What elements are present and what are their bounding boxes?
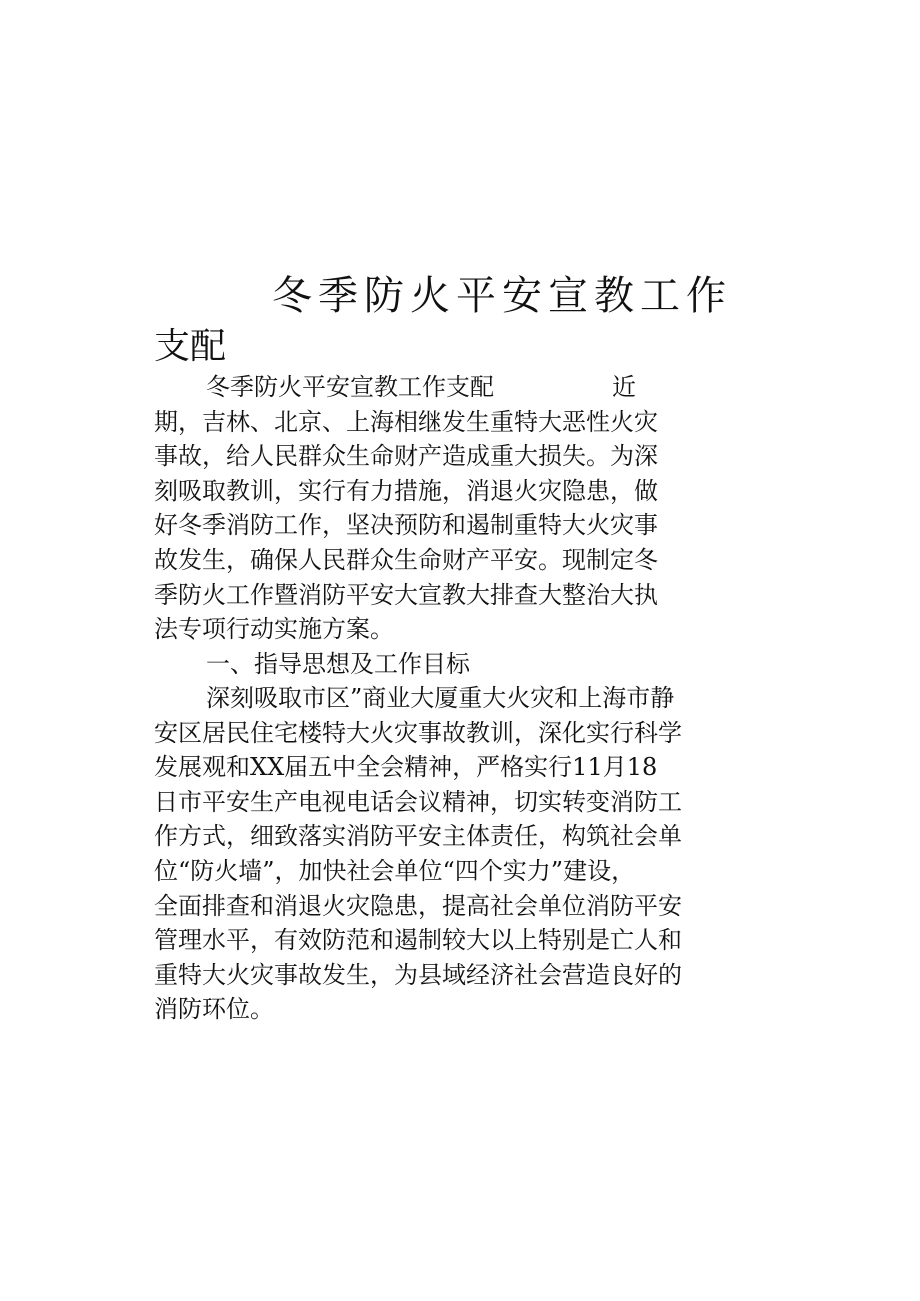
section1-line: 安区居民住宅楼特大火灾事故教训，深化实行科学 (154, 718, 682, 747)
section1-line: 全面排查和消退火灾隐患，提高社会单位消防平安 (154, 891, 682, 920)
section1-line: 位“防火墙”，加快社会单位“四个实力”建设， (154, 856, 636, 885)
section1-line: 作方式，细致落实消防平安主体责任，构筑社会单 (154, 822, 682, 851)
intro-line: 法专项行动实施方案。 (154, 615, 394, 644)
section1-line: 发展观和XX届五中全会精神，严格实行11月18 (154, 753, 658, 782)
intro-line: 好冬季消防工作，坚决预防和遏制重特大火灾事 (154, 511, 658, 540)
section1-line: 深刻吸取市区”商业大厦重大火灾和上海市静 (206, 684, 675, 712)
section1-line: 日市平安生产电视电话会议精神，切实转变消防工 (154, 787, 682, 816)
intro-line: 事故，给人民群众生命财产造成重大损失。为深 (154, 442, 658, 471)
intro-line: 季防火工作暨消防平安大宣教大排查大整治大执 (154, 580, 658, 609)
section1-line: 管理水平，有效防范和遏制较大以上特别是亡人和 (154, 926, 682, 955)
section1-line: 消防环位。 (154, 995, 274, 1024)
intro-paragraph (154, 370, 694, 647)
intro-line: 故发生，确保人民群众生命财产平安。现制定冬 (154, 545, 658, 574)
intro-line: 刻吸取教训，实行有力措施，消退火灾隐患，做 (154, 476, 658, 505)
document-title: 冬季防火平安宣教工作 (272, 273, 732, 319)
intro-first-line (154, 370, 694, 405)
intro-lead: 冬季防火平安宣教工作支配 (206, 373, 494, 401)
intro-lead-tail: 近 (612, 373, 636, 401)
section1-heading: 一、指导思想及工作目标 (206, 650, 470, 678)
section1-heading-block (154, 647, 694, 682)
intro-line: 期，吉林、北京、上海相继发生重特大恶性火灾 (154, 407, 658, 436)
document-title-continued: 支配 (154, 326, 227, 367)
section1-line: 重特大火灾事故发生，为县域经济社会营造良好的 (154, 960, 682, 989)
section1-paragraph (154, 681, 694, 1027)
